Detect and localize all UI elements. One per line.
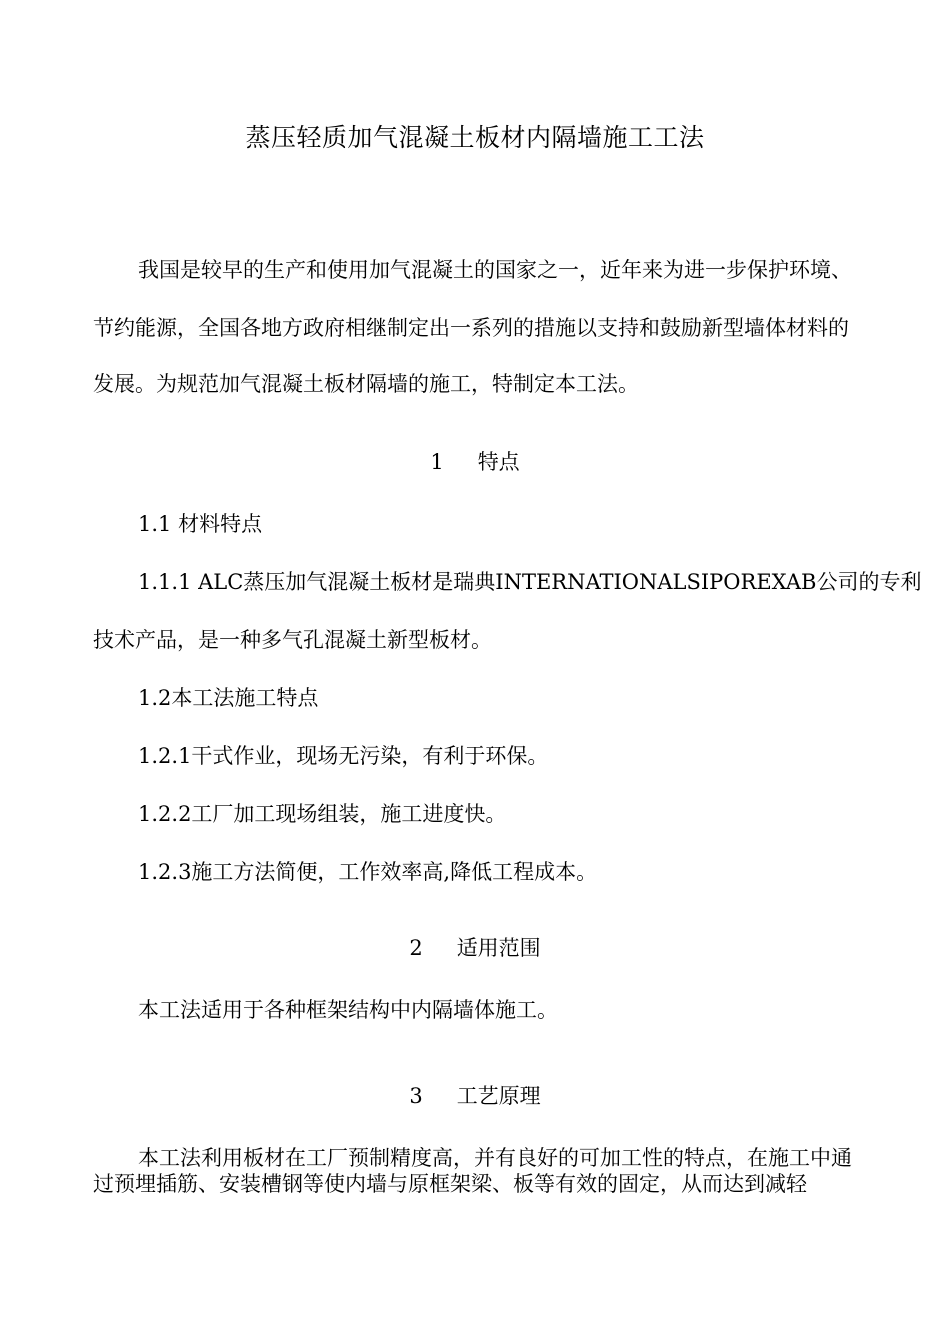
section-1-number: 1 (430, 450, 444, 474)
intro-line-3: 发展。为规范加气混凝土板材隔墙的施工，特制定本工法。 (93, 372, 639, 396)
section-3-text-line-1: 本工法利用板材在工厂预制精度高，并有良好的可加工性的特点，在施工中通 (138, 1146, 852, 1170)
intro-line-1: 我国是较早的生产和使用加气混凝土的国家之一，近年来为进一步保护环境、 (138, 258, 852, 282)
section-3-title: 工艺原理 (456, 1084, 541, 1108)
section-3-text-line-2: 过预埋插筋、安装槽钢等使内墙与原框架梁、板等有效的固定，从而达到减轻 (93, 1172, 807, 1196)
item-1-2-2: 1.2.2工厂加工现场组装，施工进度快。 (138, 802, 507, 826)
item-1-2-1: 1.2.1干式作业，现场无污染，有利于环保。 (138, 744, 549, 768)
item-1-1-1-line-1: 1.1.1 ALC蒸压加气混凝土板材是瑞典INTERNATIONALSIPOREXAB公司的专利 (138, 570, 922, 594)
section-2-title: 适用范围 (456, 936, 541, 960)
section-2-heading (0, 934, 950, 962)
item-1-1-1-line-2: 技术产品，是一种多气孔混凝土新型板材。 (93, 628, 492, 652)
section-2-text: 本工法适用于各种框架结构中内隔墙体施工。 (138, 998, 558, 1022)
section-3-number: 3 (409, 1084, 423, 1108)
intro-line-2: 节约能源，全国各地方政府相继制定出一系列的措施以支持和鼓励新型墙体材料的 (93, 316, 849, 340)
section-3-heading (0, 1082, 950, 1110)
section-1-heading (0, 448, 950, 476)
section-2-number: 2 (409, 936, 423, 960)
section-1-title: 特点 (477, 450, 520, 474)
item-1-2-3: 1.2.3施工方法简便，工作效率高,降低工程成本。 (138, 860, 598, 884)
document-title: 蒸压轻质加气混凝土板材内隔墙施工工法 (245, 123, 705, 152)
subsection-1-2: 1.2本工法施工特点 (138, 686, 319, 710)
subsection-1-1: 1.1 材料特点 (138, 512, 263, 536)
